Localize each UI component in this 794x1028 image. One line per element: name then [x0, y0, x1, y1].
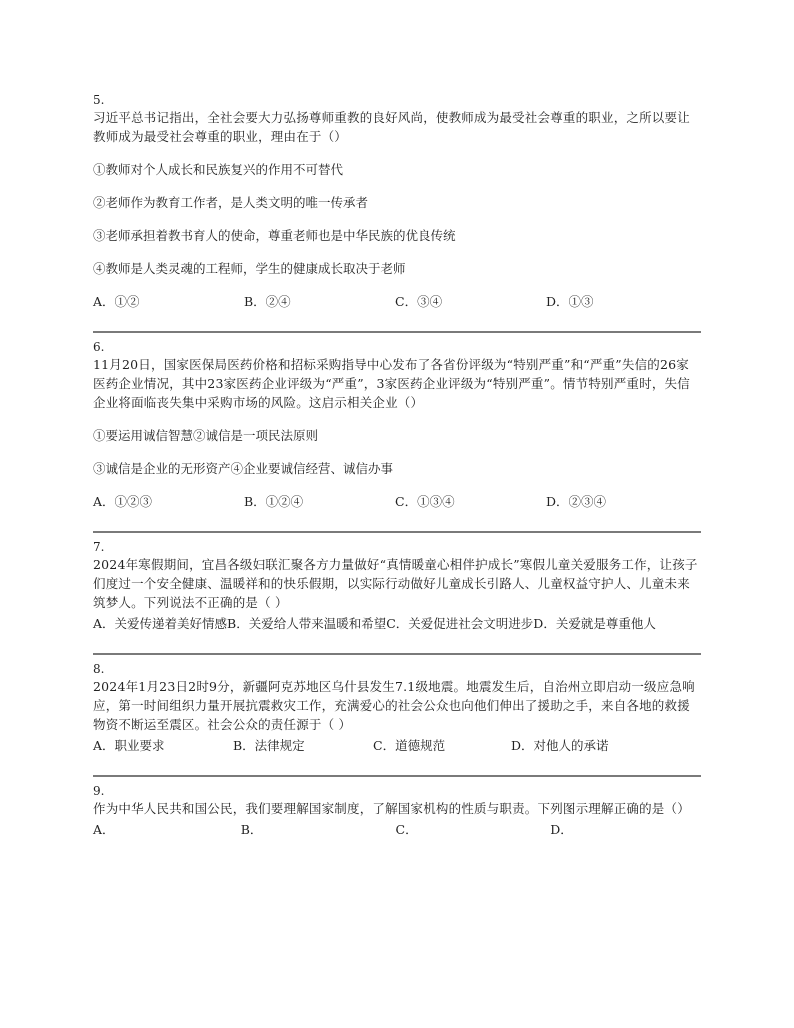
question-divider: [93, 775, 701, 777]
option-d[interactable]: D．②③④: [546, 494, 607, 509]
question-stem: 作为中华人民共和国公民，我们要理解国家制度，了解国家机构的性质与职责。下列图示理解正确的是（）: [93, 801, 690, 816]
question-8: [93, 661, 701, 755]
option-b[interactable]: B．: [240, 822, 263, 837]
option-d[interactable]: D．①③: [546, 294, 594, 309]
answer-options: [93, 820, 701, 839]
statement-4: ④教师是人类灵魂的工程师，学生的健康成长取决于老师: [93, 261, 406, 276]
question-divider: [93, 331, 701, 333]
option-a[interactable]: A．关爱传递着美好情感: [93, 616, 228, 631]
question-number: 9.: [93, 784, 105, 798]
option-c[interactable]: C．道德规范: [373, 738, 446, 753]
option-b[interactable]: B．法律规定: [233, 738, 305, 753]
question-number: 5.: [93, 93, 105, 107]
answer-options: [93, 614, 701, 633]
question-stem: 习近平总书记指出，全社会要大力弘扬尊师重教的良好风尚，使教师成为最受社会尊重的职业，之所以要让教师成为最受社会尊重的职业，理由在于（）: [93, 110, 690, 144]
question-stem: 2024年1月23日2时9分，新疆阿克苏地区乌什县发生7.1级地震。地震发生后，自治州立即启动一级应急响应，第一时间组织力量开展抗震救灾工作，充满爱心的社会公众也向他们伸出了援助之手，来自各地的救援物资不断运至震区。社会公众的责任源于（ ）: [93, 679, 695, 732]
question-9: [93, 783, 701, 839]
question-5: [93, 92, 701, 311]
option-c[interactable]: C．③④: [395, 294, 443, 309]
question-6: [93, 339, 701, 511]
answer-options: [93, 736, 701, 755]
option-a[interactable]: A．①②③: [93, 494, 153, 509]
option-b[interactable]: B．关爱给人带来温暖和希望: [227, 616, 387, 631]
question-number: 8.: [93, 662, 105, 676]
statement-2: ②老师作为教育工作者，是人类文明的唯一传承者: [93, 195, 369, 210]
option-c[interactable]: C．: [395, 822, 418, 837]
statement-2: ③诚信是企业的无形资产④企业要诚信经营、诚信办事: [93, 461, 394, 476]
option-d[interactable]: D．对他人的承诺: [511, 738, 609, 753]
option-c[interactable]: C．关爱促进社会文明进步: [386, 616, 534, 631]
option-c[interactable]: C．①③④: [395, 494, 455, 509]
question-divider: [93, 531, 701, 533]
option-a[interactable]: A．①②: [93, 294, 140, 309]
option-b[interactable]: B．②④: [244, 294, 291, 309]
statement-1: ①教师对个人成长和民族复兴的作用不可替代: [93, 162, 344, 177]
question-number: 6.: [93, 340, 105, 354]
statement-3: ③老师承担着教书育人的使命，尊重老师也是中华民族的优良传统: [93, 228, 456, 243]
option-d[interactable]: D．: [550, 822, 573, 837]
answer-options: [93, 492, 701, 511]
question-divider: [93, 653, 701, 655]
option-d[interactable]: D．关爱就是尊重他人: [533, 616, 656, 631]
question-sheet: [93, 92, 701, 839]
question-stem: 11月20日，国家医保局医药价格和招标采购指导中心发布了各省份评级为“特别严重”和“严重”失信的26家医药企业情况，其中23家医药企业评级为“严重”，3家医药企业评级为“特别严重”。情节特别严重时，失信企业将面临丧失集中采购市场的风险。这启示相关企业（）: [93, 357, 690, 410]
option-a[interactable]: A．: [93, 822, 115, 837]
question-number: 7.: [93, 540, 105, 554]
option-b[interactable]: B．①②④: [244, 494, 304, 509]
question-7: [93, 539, 701, 633]
question-stem: 2024年寒假期间，宜昌各级妇联汇聚各方力量做好“真情暖童心相伴护成长”寒假儿童关爱服务工作，让孩子们度过一个安全健康、温暖祥和的快乐假期，以实际行动做好儿童成长引路人、儿童权益守护人、儿童未来筑梦人。下列说法不正确的是（ ）: [93, 557, 698, 610]
answer-options: [93, 292, 701, 311]
statement-1: ①要运用诚信智慧②诚信是一项民法原则: [93, 428, 319, 443]
option-a[interactable]: A．职业要求: [93, 738, 165, 753]
